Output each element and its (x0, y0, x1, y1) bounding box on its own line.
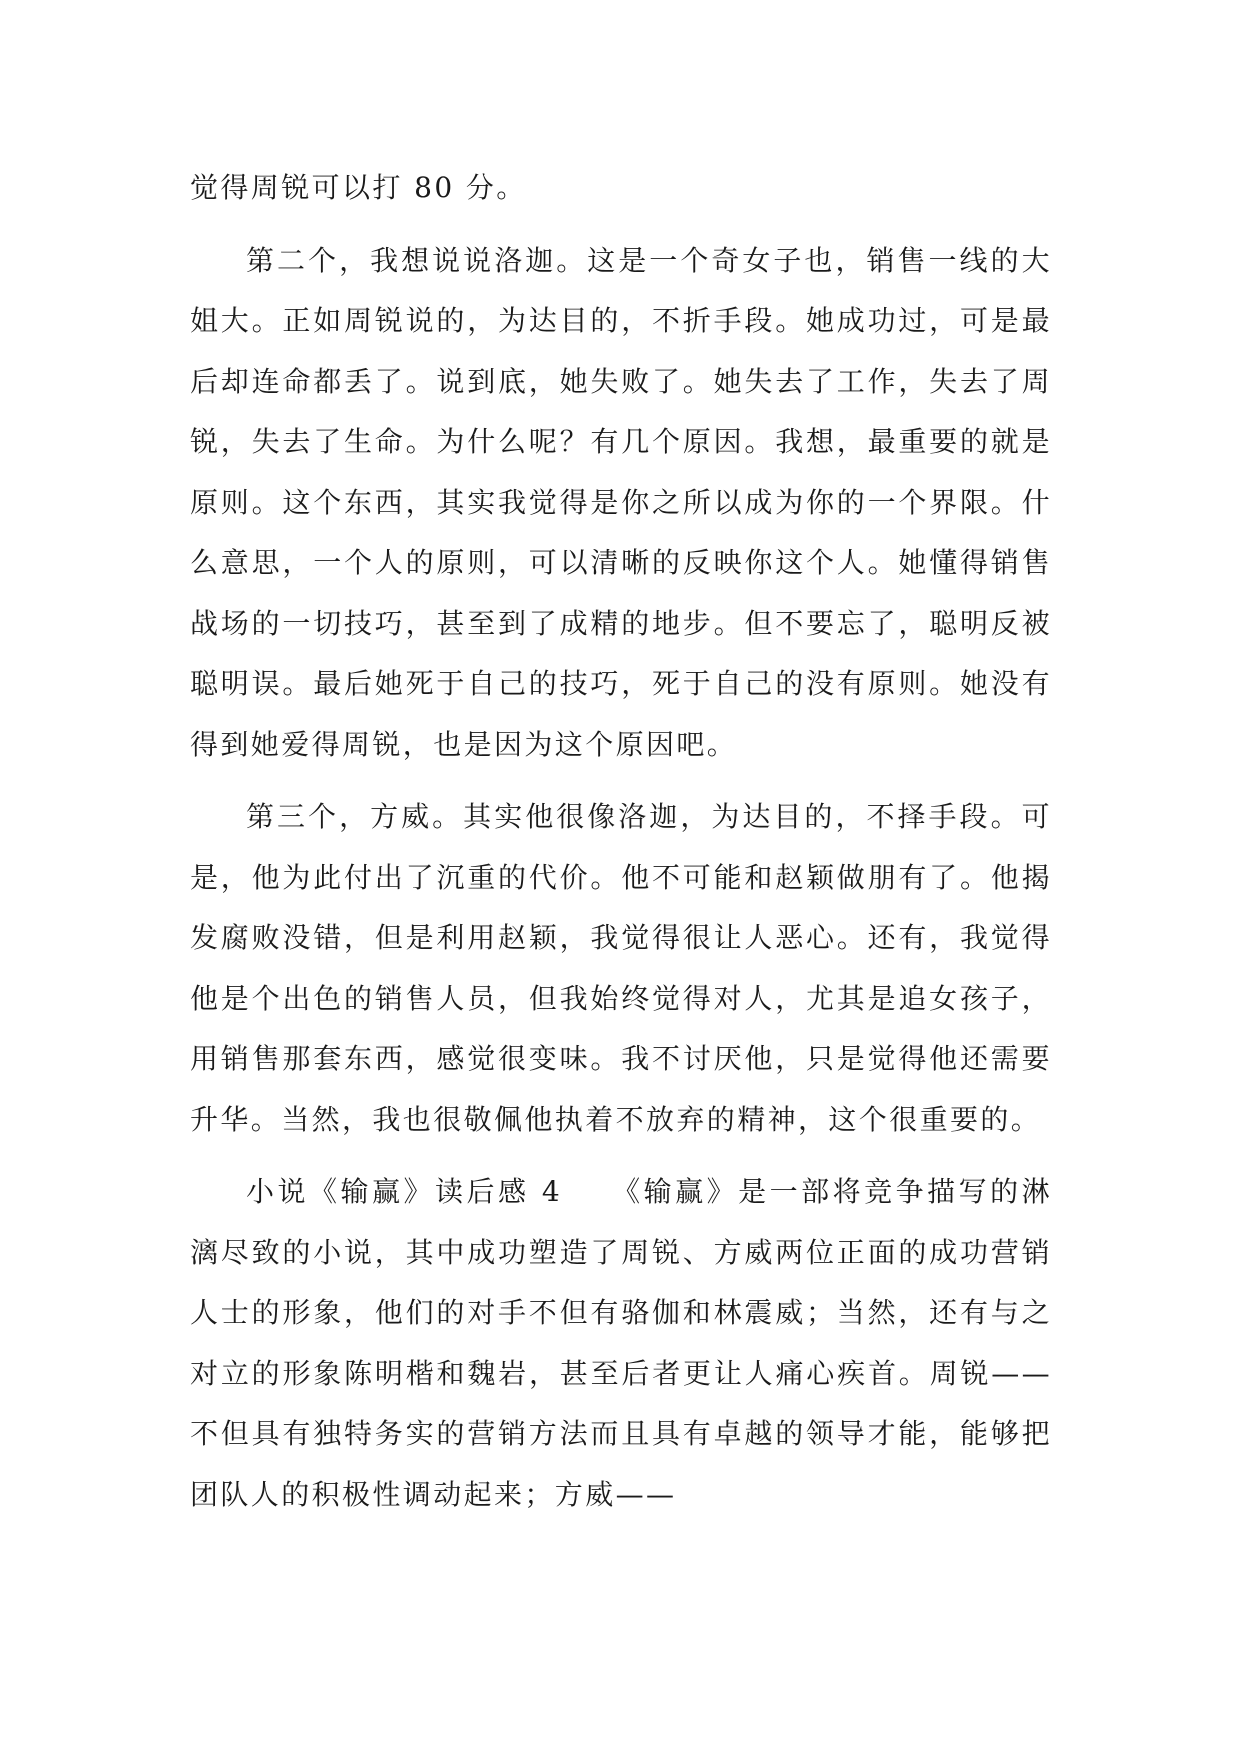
paragraph-gap (190, 219, 1052, 231)
paragraph-gap (190, 775, 1052, 787)
paragraph-3: 第三个，方威。其实他很像洛迦，为达目的，不择手段。可是，他为此付出了沉重的代价。他不可能和赵颖做朋有了。他揭发腐败没错，但是利用赵颖，我觉得很让人恶心。还有，我觉得他是个出色的销售人员，但我始终觉得对人，尤其是追女孩子，用销售那套东西，感觉很变味。我不讨厌他，只是觉得他还需要升华。当然，我也很敬佩他执着不放弃的精神，这个很重要的。 (190, 800, 1052, 1136)
paragraph-2: 第二个，我想说说洛迦。这是一个奇女子也，销售一线的大姐大。正如周锐说的，为达目的，不折手段。她成功过，可是最后却连命都丢了。说到底，她失败了。她失去了工作，失去了周锐，失去了生命。为什么呢？有几个原因。我想，最重要的就是原则。这个东西，其实我觉得是你之所以成为你的一个界限。什么意思，一个人的原则，可以清晰的反映你这个人。她懂得销售战场的一切技巧，甚至到了成精的地步。但不要忘了，聪明反被聪明误。最后她死于自己的技巧，死于自己的没有原则。她没有得到她爱得周锐，也是因为这个原因吧。 (190, 243, 1052, 761)
paragraph-4: 小说《输赢》读后感 4 《输赢》是一部将竞争描写的淋漓尽致的小说，其中成功塑造了周锐、方威两位正面的成功营销人士的形象，他们的对手不但有骆伽和林震威；当然，还有与之对立的形象陈明楷和魏岩，甚至后者更让人痛心疾首。周锐——不但具有独特务实的营销方法而且具有卓越的领导才能，能够把团队人的积极性调动起来；方威—— (190, 1175, 1052, 1511)
document-body (190, 158, 1052, 1525)
paragraph-1: 觉得周锐可以打 80 分。 (190, 171, 527, 204)
paragraph-gap (190, 1150, 1052, 1162)
